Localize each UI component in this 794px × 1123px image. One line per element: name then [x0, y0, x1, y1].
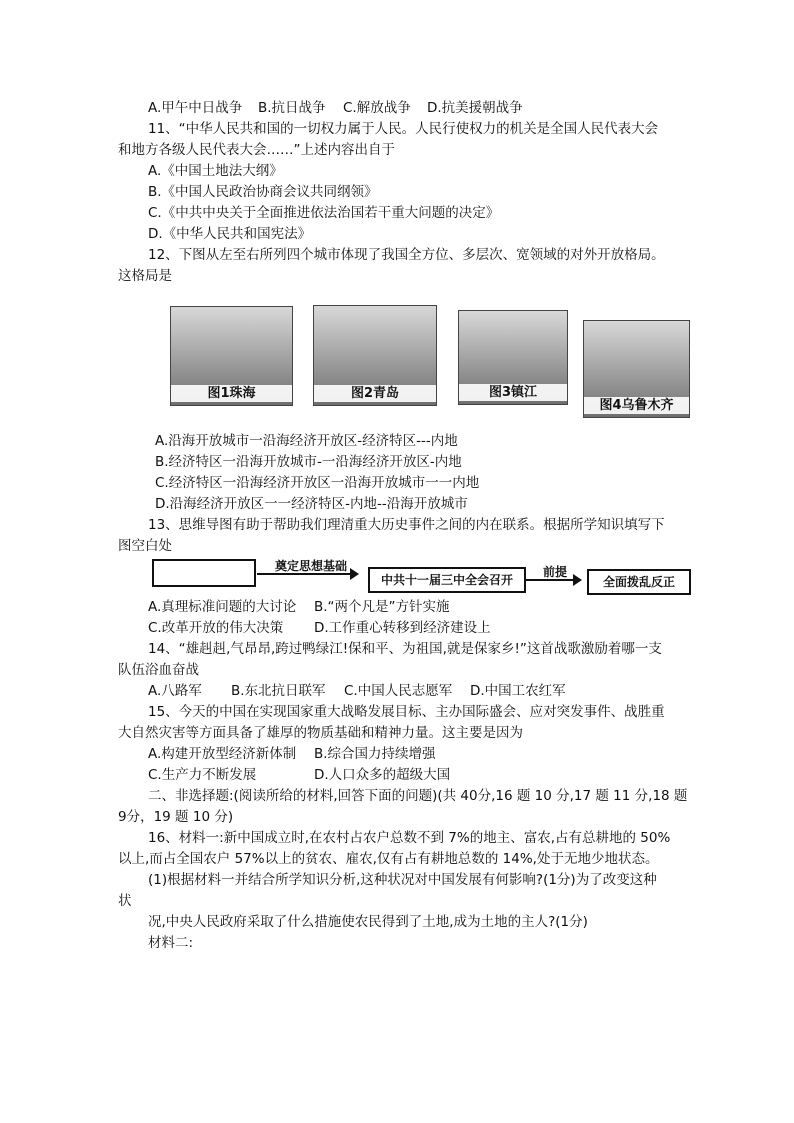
q13-option-d[interactable]: D.工作重心转移到经济建设上 [314, 620, 491, 636]
q16-line5: 况,中央人民政府采取了什么措施使农民得到了土地,成为土地的主人?(1分) [148, 914, 588, 930]
photo-zhenjiang-caption: 图3镇江 [459, 384, 567, 401]
q16-line4: 状 [118, 893, 132, 909]
q11-stem-line1: 11、“中华人民共和国的一切权力属于人民。人民行使权力的机关是全国人民代表大会 [148, 121, 659, 137]
photo-qingdao-caption: 图2青岛 [314, 385, 436, 402]
q13-options-row2 [148, 619, 491, 637]
q10-option-d[interactable]: D.抗美援朝战争 [427, 100, 523, 116]
q14-option-d[interactable]: D.中国工农红军 [470, 683, 566, 699]
q16-line3: (1)根据材料一并结合所学知识分析,这种状况对中国发展有何影响?(1分)为了改变这种 [148, 872, 657, 888]
photo-urumqi [583, 320, 690, 418]
plenum-box-label: 中共十一届三中全会召开 [380, 573, 513, 587]
q15-option-d[interactable]: D.人口众多的超级大国 [314, 767, 451, 783]
q14-stem-line1: 14、“雄赳赳,气昂昂,跨过鸭绿江!保和平、为祖国,就是保家乡!”这首战歌激励着哪一支 [148, 641, 662, 657]
section2-heading-line2: 9分，19 题 10 分) [118, 809, 234, 825]
q14-stem-line2: 队伍浴血奋战 [118, 662, 199, 678]
q15-option-b[interactable]: B.综合国力持续增强 [314, 746, 436, 762]
q12-stem-line1: 12、下图从左至右所列四个城市体现了我国全方位、多层次、宽领域的对外开放格局。 [148, 247, 665, 263]
q14-option-b[interactable]: B.东北抗日联军 [231, 683, 326, 699]
q11-option-b[interactable]: B.《中国人民政治协商会议共同纲领》 [148, 184, 378, 200]
q12-option-b[interactable]: B.经济特区一沿海开放城市-一沿海经济开放区-内地 [155, 454, 462, 470]
arrow2-label: 前提 [543, 565, 568, 579]
q10-option-b[interactable]: B.抗日战争 [258, 100, 326, 116]
photo-zhenjiang [458, 310, 568, 405]
q16-line1: 16、材料一:新中国成立时,在农村占农户总数不到 7%的地主、富农,占有总耕地的 50% [148, 830, 671, 846]
q15-stem-line2: 大自然灾害等方面具备了雄厚的物质基础和精神力量。这主要是因为 [118, 725, 523, 741]
correction-box [587, 569, 691, 595]
arrow2 [526, 579, 580, 581]
q11-option-c[interactable]: C.《中共中央关于全面推进依法治国若干重大问题的决定》 [148, 205, 500, 221]
q14-options [148, 682, 566, 700]
correction-box-label: 全面拨乱反正 [602, 575, 675, 589]
q10-options [148, 99, 523, 117]
q11-stem-line2: 和地方各级人民代表大会……”上述内容出自于 [118, 142, 395, 158]
photo-qingdao [313, 305, 437, 406]
q14-option-c[interactable]: C.中国人民志愿军 [344, 683, 453, 699]
photo-urumqi-caption: 图4乌鲁木齐 [584, 397, 689, 414]
q16-material2-label: 材料二: [148, 935, 194, 951]
q15-option-c[interactable]: C.生产力不断发展 [148, 767, 257, 783]
q11-option-a[interactable]: A.《中国土地法大纲》 [148, 163, 283, 179]
q12-stem-line2: 这格局是 [118, 268, 172, 284]
q10-option-a[interactable]: A.甲午中日战争 [148, 100, 243, 116]
q13-stem-line1: 13、思维导图有助于帮助我们理清重大历史事件之间的内在联系。根据所学知识填写下 [148, 517, 665, 533]
plenum-box [368, 567, 526, 593]
q15-options-row1 [148, 745, 436, 763]
q13-stem-line2: 图空白处 [118, 538, 172, 554]
q13-option-c[interactable]: C.改革开放的伟大决策 [148, 620, 284, 636]
q10-option-c[interactable]: C.解放战争 [343, 100, 411, 116]
q15-options-row2 [148, 766, 450, 784]
section2-heading-line1: 二、非选择题:(阅读所给的材料,回答下面的问题)(共 40分,16 题 10 分,17 题 11 分,18 题 [148, 788, 688, 804]
q13-options-row1 [148, 598, 450, 616]
q14-option-a[interactable]: A.八路军 [148, 683, 202, 699]
blank-box[interactable] [152, 559, 256, 587]
q15-stem-line1: 15、今天的中国在实现国家重大战略发展目标、主办国际盛会、应对突发事件、战胜重 [148, 704, 665, 720]
q12-option-c[interactable]: C.经济特区一沿海经济开放区一沿海开放城市一一内地 [155, 475, 480, 491]
q15-option-a[interactable]: A.构建开放型经济新体制 [148, 746, 297, 762]
photo-zhuhai [170, 306, 293, 406]
q11-option-d[interactable]: D.《中华人民共和国宪法》 [148, 226, 312, 242]
photo-zhuhai-caption: 图1珠海 [171, 385, 292, 402]
q12-option-d[interactable]: D.沿海经济开放区一一经济特区-内地--沿海开放城市 [155, 496, 468, 512]
q12-option-a[interactable]: A.沿海开放城市一沿海经济开放区-经济特区---内地 [155, 433, 458, 449]
q16-line2: 以上,而占全国农户 57%以上的贫农、雇农,仅有占有耕地总数的 14%,处于无地少地状态。 [118, 851, 659, 867]
arrow1 [257, 573, 357, 575]
arrow1-label: 奠定思想基础 [275, 559, 348, 573]
q13-option-a[interactable]: A.真理标准问题的大讨论 [148, 599, 297, 615]
q13-option-b[interactable]: B.“两个凡是”方针实施 [314, 599, 450, 615]
